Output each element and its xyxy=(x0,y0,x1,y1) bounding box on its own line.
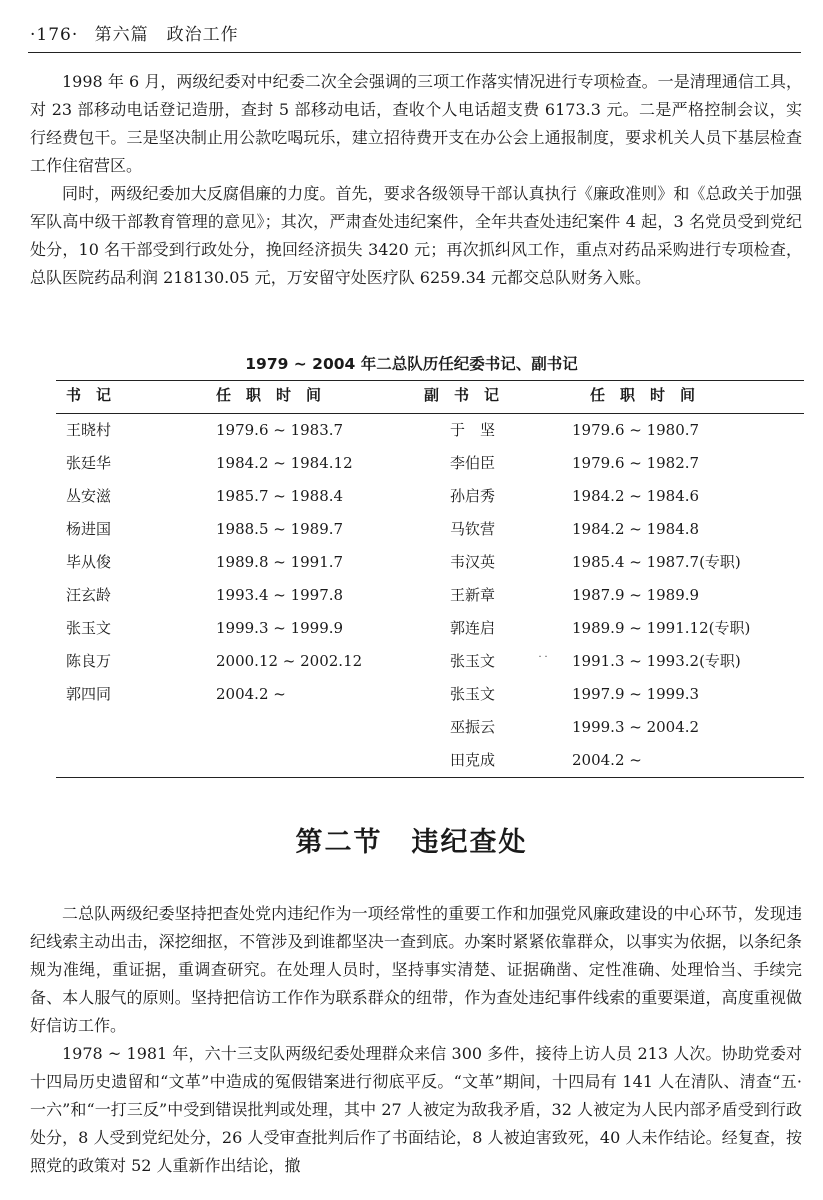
chapter-title: 第六篇 政治工作 xyxy=(94,25,239,45)
secretary-term: 1993.4 ~ 1997.8 xyxy=(216,586,344,604)
body-paragraph: 二总队两级纪委坚持把查处党内违纪作为一项经常性的重要工作和加强党风廉政建设的中心环节，发现违纪线索主动出击，深挖细抠，不管涉及到谁都坚决一查到底。办案时紧紧依靠群众，以事实为依据，以条纪条规为准绳，重证据，重调查研究。在处理人员时，坚持事实清楚、证据确凿、定性准确、处理恰当、手续完备、本人服气的原则。坚持把信访工作作为联系群众的纽带，作为查处违纪事件线索的重要渠道，高度重视做好信访工作。 xyxy=(30,904,802,1035)
deputy-term: 1987.9 ~ 1989.9 xyxy=(572,586,700,604)
deputy-name: 李伯臣 xyxy=(450,454,496,472)
deputy-name: 田克成 xyxy=(450,751,496,769)
deputy-term: 1979.6 ~ 1982.7 xyxy=(572,454,700,472)
deputy-term: 1979.6 ~ 1980.7 xyxy=(572,421,700,439)
secretary-name: 郭四同 xyxy=(66,685,112,703)
secretary-term: 1979.6 ~ 1983.7 xyxy=(216,421,344,439)
deputy-name: 巫振云 xyxy=(450,718,496,736)
secretary-name: 汪玄龄 xyxy=(66,586,112,604)
secretary-name: 杨进国 xyxy=(66,520,112,538)
deputy-name: 马钦营 xyxy=(450,520,496,538)
header-rule xyxy=(28,52,801,53)
secretary-term: 1985.7 ~ 1988.4 xyxy=(216,487,344,505)
secretary-name: 丛安滋 xyxy=(66,487,112,505)
header-secretary-term: 任 职 时 间 xyxy=(216,386,322,404)
deputy-name: 张玉文 xyxy=(450,652,496,670)
deputy-term: 1997.9 ~ 1999.3 xyxy=(572,685,700,703)
deputy-name: 韦汉英 xyxy=(450,553,496,571)
deputy-name: 于 坚 xyxy=(450,421,496,439)
section-heading: 第二节 违纪查处 xyxy=(295,827,528,858)
deputy-name: 张玉文 xyxy=(450,685,496,703)
table-top-rule xyxy=(56,380,804,381)
header-deputy: 副 书 记 xyxy=(424,386,500,404)
deputy-name: 孙启秀 xyxy=(450,487,496,505)
deputy-term-column xyxy=(572,414,750,777)
scan-speck: ˙˙ xyxy=(537,654,549,668)
deputy-term: 1999.3 ~ 2004.2 xyxy=(572,718,700,736)
header-secretary: 书 记 xyxy=(66,386,112,404)
secretary-name: 毕从俊 xyxy=(66,553,112,571)
secretary-name: 王晓村 xyxy=(66,421,112,439)
running-header xyxy=(30,20,800,45)
secretary-term: 1989.8 ~ 1991.7 xyxy=(216,553,344,571)
header-deputy-term: 任 职 时 间 xyxy=(590,386,696,404)
body-paragraph: 1978 ~ 1981 年，六十三支队两级纪委处理群众来信 300 多件，接待上访人员 213 人次。协助党委对十四局历史遗留和“文革”中造成的冤假错案进行彻底平反。“文革”期间，十四局有 141 人在清队、清查“五·一六”和“一打三反”中受到错误批判或处理，其中 27 人被定为敌我矛盾，32 人被定为人民内部矛盾受到行政处分，8 人受到党纪处分，26 人受审查批判后作了书面结论，8 人被迫害致死，40 人未作结论。经复查，按照党的政策对 52 人重新作出结论，撤 xyxy=(30,1044,802,1175)
page-number: ·176· xyxy=(30,25,79,45)
deputy-name: 郭连启 xyxy=(450,619,496,637)
secretary-name: 张廷华 xyxy=(66,454,112,472)
deputy-term: 1989.9 ~ 1991.12(专职) xyxy=(572,619,751,637)
body-paragraph: 同时，两级纪委加大反腐倡廉的力度。首先，要求各级领导干部认真执行《廉政准则》和《总政关于加强军队高中级干部教育管理的意见》；其次，严肃查处违纪案件，全年共查处违纪案件 4 起，3 名党员受到党纪处分，10 名干部受到行政处分，挽回经济损失 3420 元；再次抓纠风工作，重点对药品采购进行专项检查，总队医院药品利润 218130.05 元，万安留守处医疗队 6259.34 元都交总队财务入账。 xyxy=(30,184,802,287)
secretary-term: 1999.3 ~ 1999.9 xyxy=(216,619,344,637)
deputy-term: 1984.2 ~ 1984.8 xyxy=(572,520,700,538)
deputy-name: 王新章 xyxy=(450,586,496,604)
secretary-term: 2004.2 ~ xyxy=(216,685,286,703)
secretary-term: 2000.12 ~ 2002.12 xyxy=(216,652,363,670)
deputy-term: 1984.2 ~ 1984.6 xyxy=(572,487,700,505)
secretary-name: 张玉文 xyxy=(66,619,112,637)
table-title: 1979 ~ 2004 年二总队历任纪委书记、副书记 xyxy=(245,355,578,373)
deputy-name-column xyxy=(450,414,495,777)
deputy-term: 1991.3 ~ 1993.2(专职) xyxy=(572,652,741,670)
deputy-term: 1985.4 ~ 1987.7(专职) xyxy=(572,553,741,571)
secretary-name-column xyxy=(66,414,111,711)
secretary-term: 1984.2 ~ 1984.12 xyxy=(216,454,353,472)
deputy-term: 2004.2 ~ xyxy=(572,751,642,769)
secretary-term: 1988.5 ~ 1989.7 xyxy=(216,520,344,538)
body-paragraph: 1998 年 6 月，两级纪委对中纪委二次全会强调的三项工作落实情况进行专项检查。一是清理通信工具，对 23 部移动电话登记造册，查封 5 部移动电话，查收个人电话超支费 6173.3 元。二是严格控制会议，实行经费包干。三是坚决制止用公款吃喝玩乐，建立招待费开支在办公会上通报制度，要求机关人员下基层检查工作住宿营区。 xyxy=(30,72,802,175)
secretary-name: 陈良万 xyxy=(66,652,112,670)
secretary-term-column xyxy=(216,414,362,711)
table-bottom-rule xyxy=(56,777,804,778)
